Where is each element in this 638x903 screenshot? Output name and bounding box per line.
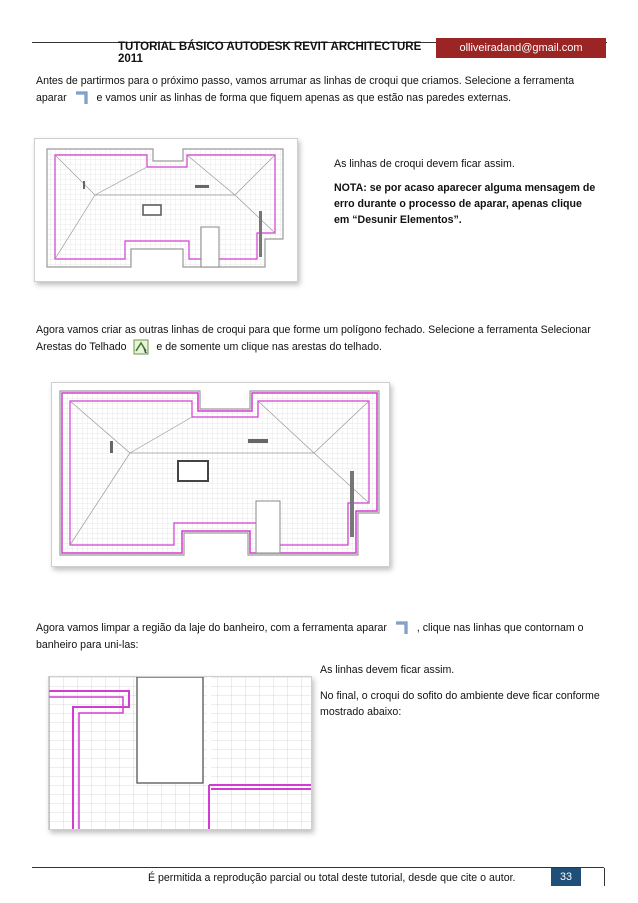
trim-tool-icon	[394, 620, 410, 636]
paragraph-trim-bathroom	[36, 620, 596, 654]
note-sketch-result: As linhas de croqui devem ficar assim.	[334, 158, 515, 170]
paragraph-text: Agora vamos criar as outras linhas de croqui para que forme um polígono fechado. Selecione a ferramenta Selecionar Arestas do Telhado	[36, 324, 591, 353]
header-title: TUTORIAL BÁSICO AUTODESK REVIT ARCHITECTURE 2011	[118, 41, 422, 65]
roof-sketch-figure-1	[34, 138, 298, 282]
footer-rule	[32, 867, 604, 868]
pick-roof-edges-icon	[133, 339, 149, 355]
paragraph-text: e de somente um clique nas arestas do telhado.	[156, 341, 382, 353]
page-number: 33	[551, 868, 581, 886]
paragraph-text: Antes de partirmos para o próximo passo, vamos arrumar as linhas de croqui que criamos. Selecione a ferramenta aparar	[36, 75, 575, 104]
note-warning: NOTA: se por acaso aparecer alguma mensagem de erro durante o processo de aparar, apenas clique em “Desunir Elementos”.	[334, 182, 596, 226]
paragraph-pick-edges	[36, 322, 596, 356]
header-email-badge: olliveiradand@gmail.com	[436, 38, 606, 58]
paragraph-trim-intro	[36, 73, 596, 107]
note-final-result: No final, o croqui do sofito do ambiente deve ficar conforme mostrado abaixo:	[320, 690, 600, 718]
paragraph-text: Agora vamos limpar a região da laje do banheiro, com a ferramenta aparar	[36, 622, 387, 634]
page-number-rule	[604, 868, 605, 886]
paragraph-text: e vamos unir as linhas de forma que fiquem apenas as que estão nas paredes externas.	[96, 92, 512, 104]
footer-copyright: É permitida a reprodução parcial ou total deste tutorial, desde que cite o autor.	[148, 872, 516, 884]
note-lines-result: As linhas devem ficar assim.	[320, 664, 455, 676]
roof-sketch-figure-2	[51, 382, 390, 567]
paragraph-text: , clique nas linhas que contornam o banheiro para uni-las:	[36, 622, 584, 651]
trim-tool-icon	[74, 90, 90, 106]
bathroom-detail-figure	[48, 676, 312, 830]
